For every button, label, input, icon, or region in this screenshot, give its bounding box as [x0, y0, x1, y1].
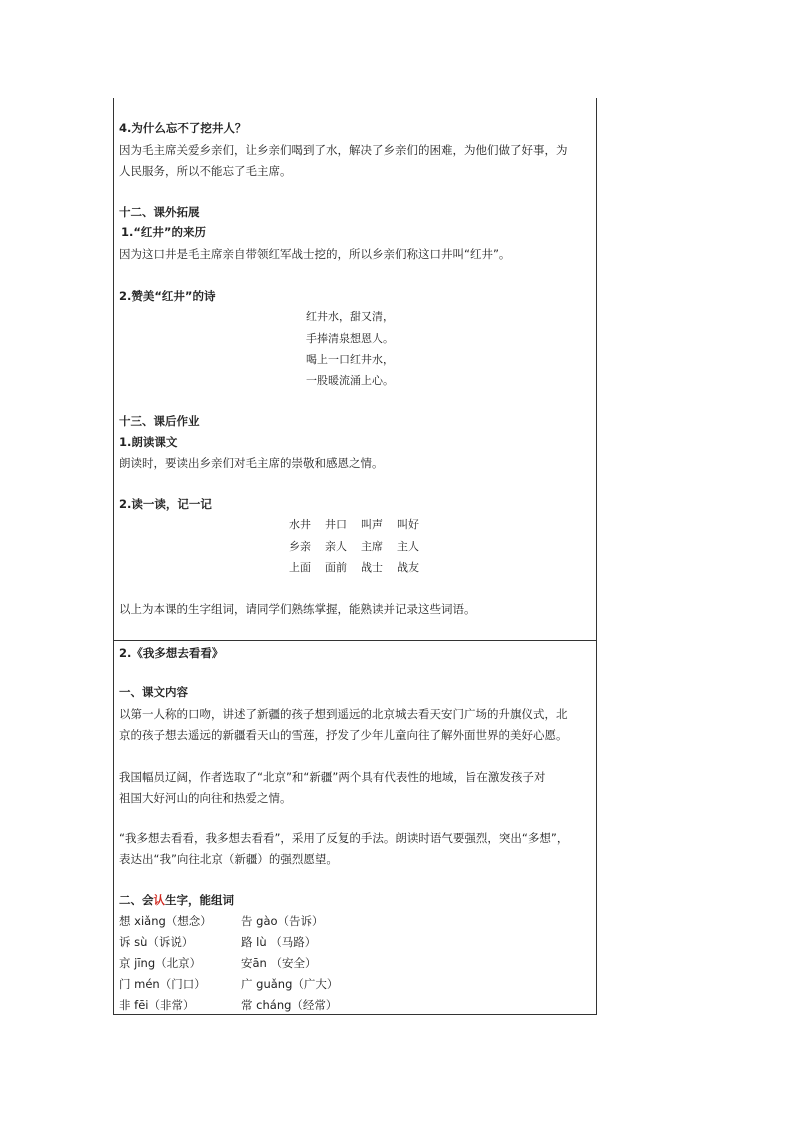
word: 乡亲: [289, 540, 311, 553]
word: 上面: [289, 561, 311, 574]
lesson-2-title: 2.《我多想去看看》: [119, 646, 224, 660]
section-12-text-1: 因为这口井是毛主席亲自带领红军战士挖的，所以乡亲们称这口井叫“红井”。: [119, 247, 511, 261]
word: 主人: [397, 540, 419, 553]
char-entry: 非 fēi（非常）: [119, 998, 195, 1012]
question-4-title: 4.为什么忘不了挖井人？: [119, 121, 247, 135]
word: 水井: [289, 518, 311, 531]
section-12-subtitle-2: 2.赞美“红井”的诗: [119, 289, 216, 303]
char-entry: 京 jīng（北京）: [119, 956, 202, 970]
section-12-title: 十二、课外拓展: [119, 205, 200, 219]
poem-line: 一股暖流涌上心。: [306, 374, 394, 387]
section-2-title-suffix: 生字，能组词: [165, 893, 234, 907]
word: 井口: [325, 518, 347, 531]
section-2-title-prefix: 二、会: [119, 893, 154, 907]
section-13-title: 十三、课后作业: [119, 414, 200, 428]
lesson-2-paragraph-2-line-1: 我国幅员辽阔，作者选取了“北京”和“新疆”两个具有代表性的地域，旨在激发孩子对: [119, 770, 546, 784]
char-entry: 门 mén（门口）: [119, 977, 206, 991]
poem-line: 手捧清泉想恩人。: [306, 332, 394, 345]
char-entry: 广 guǎng（广大）: [241, 977, 339, 991]
poem-line: 红井水，甜又清，: [306, 310, 394, 323]
lesson-2-paragraph-1-line-1: 以第一人称的口吻，讲述了新疆的孩子想到遥远的北京城去看天安门广场的升旗仪式，北: [119, 707, 568, 721]
section-13-subtitle-1: 1.朗读课文: [119, 435, 178, 449]
word: 主席: [361, 540, 383, 553]
lesson-2-section-1-title: 一、课文内容: [119, 685, 188, 699]
table-row-divider: [113, 640, 597, 641]
char-entry: 诉 sù（诉说）: [119, 935, 194, 949]
section-2-title-highlight: 认: [153, 893, 165, 907]
word: 面前: [325, 561, 347, 574]
section-13-text-1: 朗读时，要读出乡亲们对毛主席的崇敬和感恩之情。: [119, 456, 384, 470]
char-entry: 告 gào（告诉）: [241, 914, 324, 928]
word: 亲人: [325, 540, 347, 553]
section-13-closing: 以上为本课的生字组词，请同学们熟练掌握，能熟读并记录这些词语。: [119, 602, 476, 616]
table-border-right: [596, 98, 597, 1015]
question-4-answer-line-2: 人民服务，所以不能忘了毛主席。: [119, 164, 292, 178]
lesson-2-paragraph-2-line-2: 祖国大好河山的向往和热爱之情。: [119, 791, 292, 805]
word: 叫声: [361, 518, 383, 531]
lesson-2-paragraph-1-line-2: 京的孩子想去遥远的新疆看天山的雪莲，抒发了少年儿童向往了解外面世界的美好心愿。: [119, 728, 568, 742]
char-entry: 路 lù （马路）: [241, 935, 317, 949]
char-entry: 常 cháng（经常）: [241, 998, 338, 1012]
section-13-subtitle-2: 2.读一读，记一记: [119, 497, 212, 511]
word-row: [289, 538, 433, 554]
char-entry: 安ān （安全）: [241, 956, 317, 970]
word-row: [289, 516, 433, 532]
table-border-bottom: [113, 1014, 597, 1015]
word: 战士: [361, 561, 383, 574]
lesson-2-section-2-title: [119, 892, 234, 908]
char-entry: 想 xiǎng（想念）: [119, 914, 212, 928]
lesson-2-paragraph-3-line-1: “我多想去看看，我多想去看看”，采用了反复的手法。朗读时语气要强烈，突出“多想”，: [119, 831, 569, 845]
lesson-2-paragraph-3-line-2: 表达出“我”向往北京（新疆）的强烈愿望。: [119, 852, 338, 866]
poem-line: 喝上一口红井水，: [306, 353, 394, 366]
section-12-subtitle-1: 1.“红井”的来历: [121, 225, 206, 239]
question-4-answer-line-1: 因为毛主席关爱乡亲们，让乡亲们喝到了水，解决了乡亲们的困难，为他们做了好事，为: [119, 143, 568, 157]
word: 战友: [397, 561, 419, 574]
word-row: [289, 559, 433, 575]
word: 叫好: [397, 518, 419, 531]
table-border-left: [113, 98, 114, 1015]
